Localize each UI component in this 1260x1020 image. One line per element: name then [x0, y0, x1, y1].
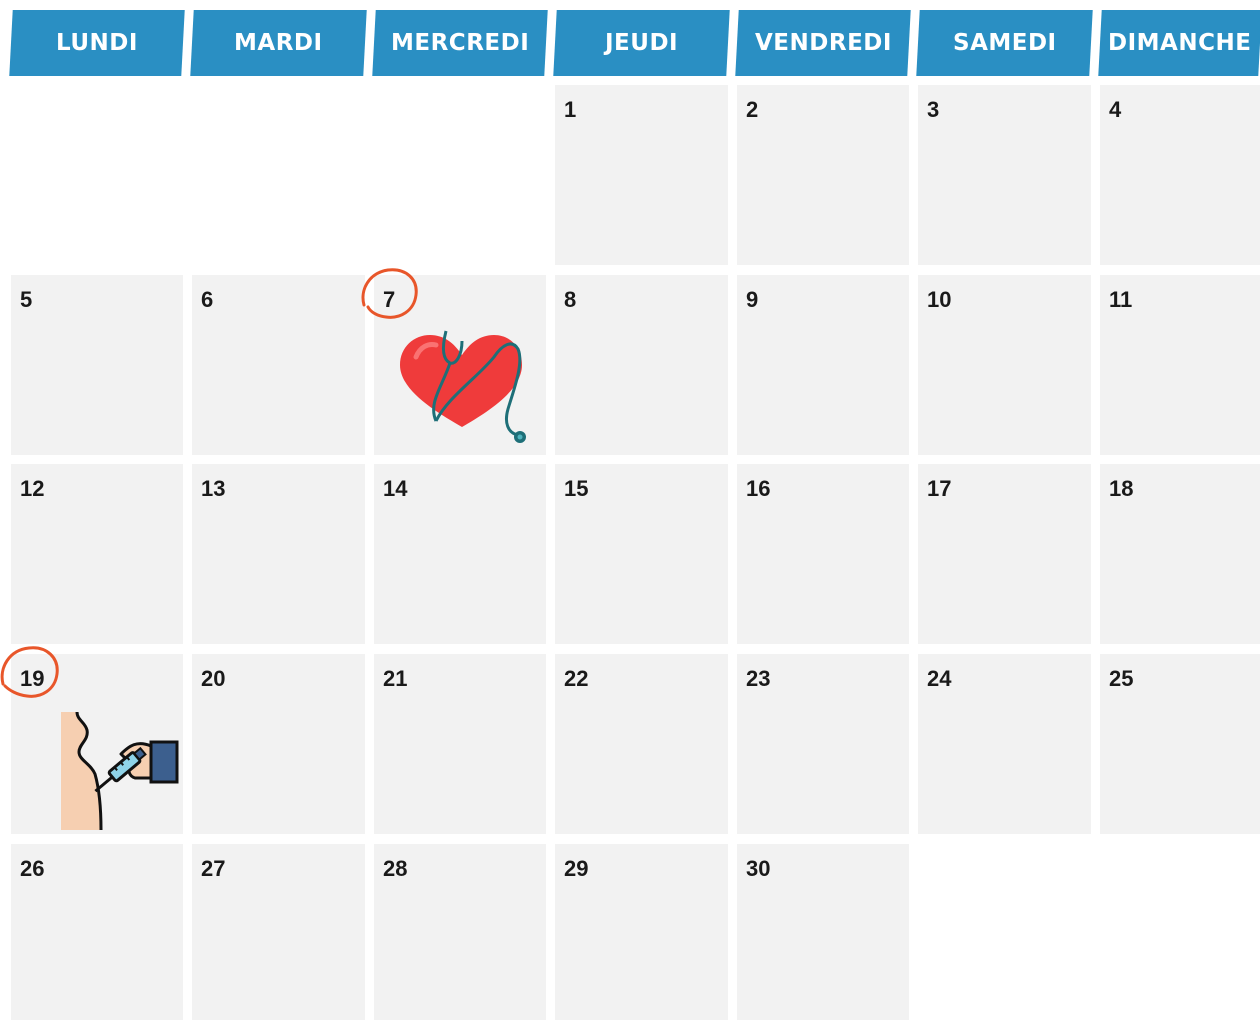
day-number: 10: [927, 287, 952, 312]
day-cell-4[interactable]: [1100, 85, 1260, 265]
day-cell-30[interactable]: [737, 844, 909, 1020]
header-mercredi: MERCREDI: [372, 10, 547, 76]
day-cell-13[interactable]: [192, 464, 365, 644]
header-jeudi: JEUDI: [553, 10, 729, 76]
day-cell-26[interactable]: [11, 844, 183, 1020]
vaccine-injection-icon: [61, 712, 183, 832]
day-cell-28[interactable]: [374, 844, 546, 1020]
day-number: 7: [383, 287, 396, 312]
day-cell-9[interactable]: [737, 275, 909, 455]
day-number: 5: [20, 287, 33, 312]
day-number: 14: [383, 476, 408, 501]
day-number: 16: [746, 476, 771, 501]
day-cell-20[interactable]: [192, 654, 365, 834]
day-number: 2: [746, 97, 759, 122]
day-number: 1: [564, 97, 577, 122]
header-samedi: SAMEDI: [916, 10, 1092, 76]
day-number: 25: [1109, 666, 1134, 691]
day-number: 24: [927, 666, 952, 691]
day-cell-3[interactable]: [918, 85, 1091, 265]
header-dimanche: DIMANCHE: [1098, 10, 1260, 76]
day-cell-23[interactable]: [737, 654, 909, 834]
day-cell-7[interactable]: [374, 275, 546, 455]
day-number: 23: [746, 666, 771, 691]
day-number: 19: [20, 666, 45, 691]
day-number: 9: [746, 287, 759, 312]
day-number: 22: [564, 666, 589, 691]
day-cell-11[interactable]: [1100, 275, 1260, 455]
day-cell-18[interactable]: [1100, 464, 1260, 644]
day-number: 8: [564, 287, 577, 312]
day-cell-22[interactable]: [555, 654, 728, 834]
day-number: 11: [1109, 287, 1133, 312]
day-cell-21[interactable]: [374, 654, 546, 834]
day-number: 17: [927, 476, 952, 501]
day-cell-24[interactable]: [918, 654, 1091, 834]
day-cell-10[interactable]: [918, 275, 1091, 455]
header-vendredi: VENDREDI: [735, 10, 910, 76]
header-lundi: LUNDI: [9, 10, 184, 76]
day-number: 3: [927, 97, 940, 122]
day-cell-2[interactable]: [737, 85, 909, 265]
day-number: 30: [746, 856, 771, 881]
day-number: 20: [201, 666, 226, 691]
day-cell-16[interactable]: [737, 464, 909, 644]
day-number: 29: [564, 856, 589, 881]
day-number: 26: [20, 856, 45, 881]
day-number: 21: [383, 666, 408, 691]
heart-stethoscope-icon: [398, 327, 550, 449]
day-number: 15: [564, 476, 589, 501]
header-mardi: MARDI: [190, 10, 366, 76]
day-number: 28: [383, 856, 408, 881]
day-number: 4: [1109, 97, 1122, 122]
day-cell-6[interactable]: [192, 275, 365, 455]
day-cell-15[interactable]: [555, 464, 728, 644]
day-cell-8[interactable]: [555, 275, 728, 455]
day-cell-27[interactable]: [192, 844, 365, 1020]
day-cell-14[interactable]: [374, 464, 546, 644]
day-cell-17[interactable]: [918, 464, 1091, 644]
day-number: 27: [201, 856, 226, 881]
day-cell-5[interactable]: [11, 275, 183, 455]
day-cell-29[interactable]: [555, 844, 728, 1020]
day-cell-19[interactable]: [11, 654, 183, 834]
day-number: 18: [1109, 476, 1134, 501]
day-cell-12[interactable]: [11, 464, 183, 644]
day-cell-1[interactable]: [555, 85, 728, 265]
day-number: 6: [201, 287, 214, 312]
day-cell-25[interactable]: [1100, 654, 1260, 834]
day-number: 12: [20, 476, 45, 501]
day-number: 13: [201, 476, 226, 501]
